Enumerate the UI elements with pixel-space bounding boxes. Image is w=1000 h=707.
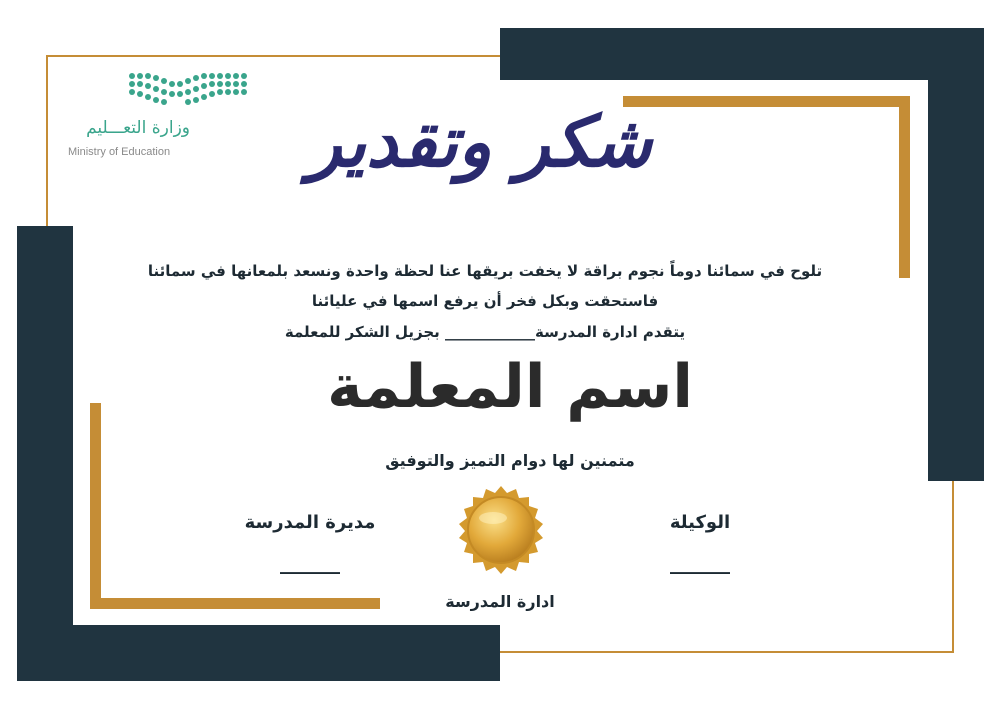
ministry-logo	[68, 70, 218, 165]
deputy-signature-line: ______	[670, 550, 730, 574]
left-navy-bar	[17, 226, 73, 681]
right-navy-bar	[928, 28, 984, 481]
body-line-2: فاستحقت وبكل فخر أن يرفع اسمها في عليائنا	[311, 292, 659, 310]
bottom-left-navy-block	[17, 625, 500, 681]
teacher-name: اسم المعلمة	[327, 352, 693, 422]
seal-label: ادارة المدرسة	[445, 592, 555, 611]
right-gold-bar	[899, 96, 910, 278]
top-gold-bar	[623, 96, 910, 107]
top-right-navy-block	[500, 28, 984, 80]
left-gold-bar	[90, 403, 101, 609]
logo-dots-icon	[128, 70, 258, 110]
bottom-gold-bar	[90, 598, 380, 609]
logo-english-name: Ministry of Education	[68, 146, 171, 158]
body-line-1: تلوح في سمائنا دوماً نجوم براقة لا يخفت بريقها عنا لحظة واحدة ونسعد بلمعانها في سمائنا	[147, 262, 823, 280]
principal-signature-line: ______	[280, 550, 340, 574]
wish-line: متمنين لها دوام التميز والتوفيق	[385, 451, 635, 470]
principal-label: مديرة المدرسة	[244, 512, 376, 533]
logo-arabic-name: وزارة التعـــليم	[86, 118, 190, 138]
deputy-label: الوكيلة	[669, 512, 731, 533]
body-line-3: يتقدم ادارة المدرسة____________ بجزيل الشكر للمعلمة	[284, 323, 686, 341]
certificate-heading: شكر وتقدير	[308, 100, 652, 183]
gold-seal-icon	[455, 484, 547, 576]
